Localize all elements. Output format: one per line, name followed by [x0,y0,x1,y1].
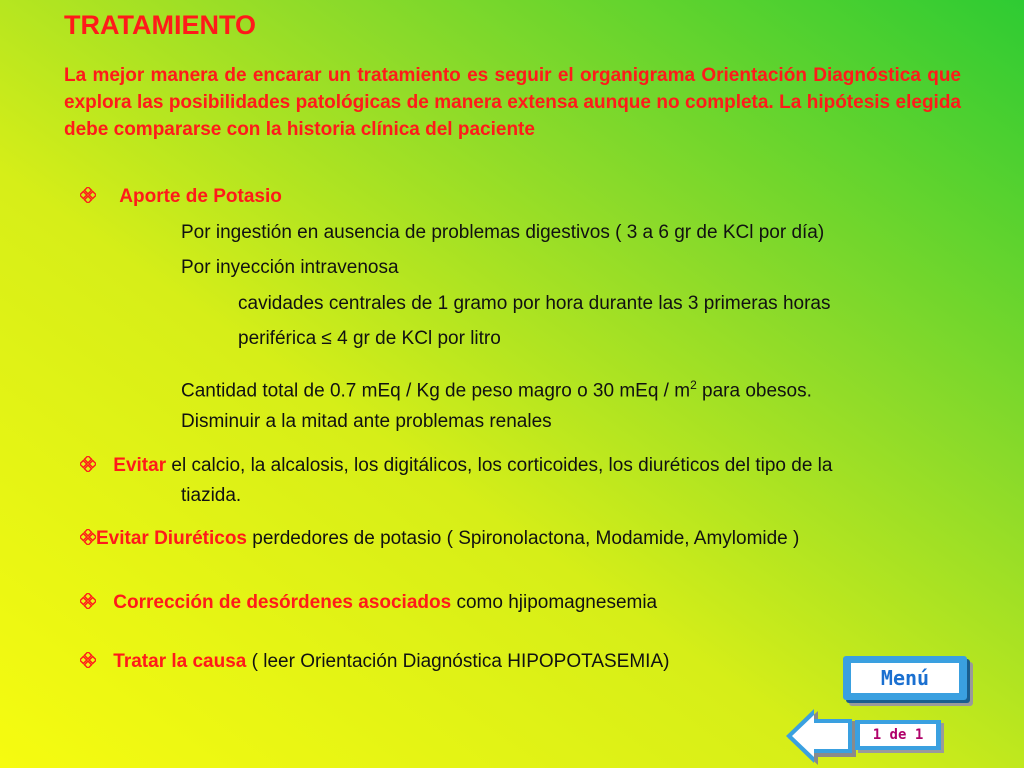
diureticos-text: perdedores de potasio ( Spironolactona, Modamide, Amylomide ) [247,528,800,549]
potasio-central: cavidades centrales de 1 gramo por hora durante las 3 primeras horas [238,293,831,314]
diureticos-item [80,528,799,550]
page-indicator [855,720,941,750]
menu-button[interactable] [843,656,967,700]
causa-item [80,651,669,673]
correccion-item [80,592,657,614]
page-indicator-label: 1 de 1 [860,724,936,746]
potasio-oral: Por ingestión en ausencia de problemas digestivos ( 3 a 6 gr de KCl por día) [181,222,825,243]
correccion-label: Corrección de desórdenes asociados [113,592,452,613]
potasio-total-text: Cantidad total de 0.7 mEq / Kg de peso magro o 30 mEq / m [181,380,691,402]
page-title: TRATAMIENTO [64,10,256,40]
diamond-bullet-icon [80,593,96,609]
potasio-peripheral: periférica ≤ 4 gr de KCl por litro [238,328,501,349]
potasio-heading: Aporte de Potasio [119,186,282,207]
correccion-text: como hjipomagnesemia [451,592,658,613]
causa-label: Tratar la causa [113,651,247,672]
evitar-text-continued: tiazida. [181,485,242,506]
diamond-bullet-icon [80,456,96,472]
potasio-iv: Por inyección intravenosa [181,257,399,278]
potasio-total-suffix: para obesos. [696,380,812,402]
back-arrow-icon[interactable] [786,707,858,767]
potasio-total-superscript: 2 [690,378,697,392]
diamond-bullet-icon [80,652,96,668]
potasio-total [181,378,812,402]
potasio-item [80,186,282,208]
diamond-bullet-icon [80,529,96,545]
potasio-renal: Disminuir a la mitad ante problemas renales [181,411,552,432]
diureticos-label: Evitar Diuréticos [96,528,247,549]
causa-link-text[interactable]: ( leer Orientación Diagnóstica HIPOPOTASEMIA) [246,651,670,672]
evitar-text: el calcio, la alcalosis, los digitálicos, los corticoides, los diuréticos del tipo de la [166,455,833,476]
menu-button-label: Menú [851,663,959,693]
evitar-label: Evitar [113,455,167,476]
intro-paragraph: La mejor manera de encarar un tratamiento es seguir el organigrama Orientación Diagnóstica que explora las posibilidades patológicas de manera extensa aunque no completa. La hipótesis elegida debe compararse con la historia clínica del paciente [64,65,961,140]
evitar-item [80,455,832,477]
diamond-bullet-icon [80,187,96,203]
